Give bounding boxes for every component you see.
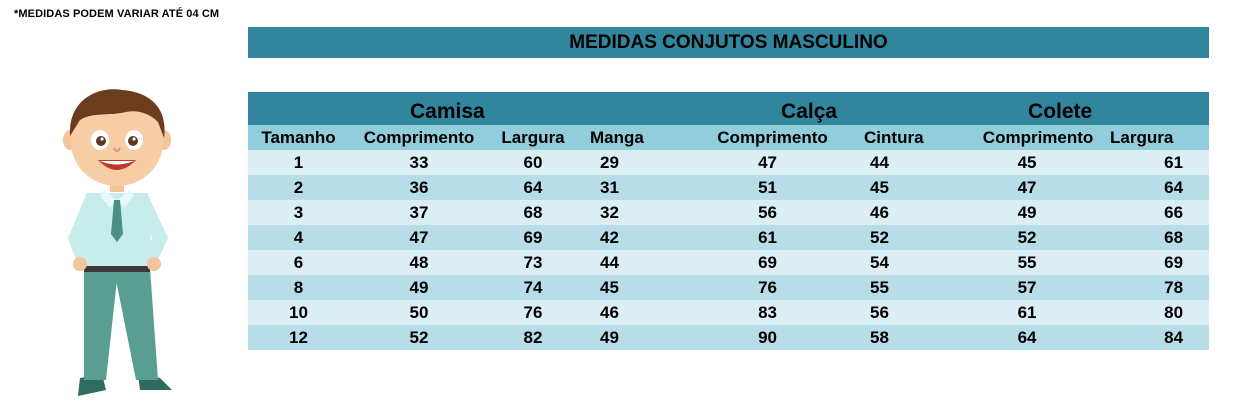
table-cell: 29 bbox=[577, 150, 695, 175]
table-cell: 90 bbox=[695, 325, 850, 350]
table-cell: 82 bbox=[489, 325, 577, 350]
boy-in-shirt-and-tie-icon bbox=[40, 78, 190, 403]
table-cell: 44 bbox=[850, 150, 962, 175]
table-cell: 61 bbox=[962, 300, 1102, 325]
table-cell: 46 bbox=[577, 300, 695, 325]
table-cell: 78 bbox=[1102, 275, 1209, 300]
table-cell: 52 bbox=[349, 325, 489, 350]
table-cell: 56 bbox=[695, 200, 850, 225]
table-cell: 46 bbox=[850, 200, 962, 225]
table-cell: 12 bbox=[248, 325, 349, 350]
table-cell: 32 bbox=[577, 200, 695, 225]
table-cell: 1 bbox=[248, 150, 349, 175]
table-cell: 69 bbox=[489, 225, 577, 250]
column-header: Manga bbox=[577, 125, 695, 150]
table-cell: 48 bbox=[349, 250, 489, 275]
table-cell: 66 bbox=[1102, 200, 1209, 225]
table-cell: 56 bbox=[850, 300, 962, 325]
table-cell: 68 bbox=[1102, 225, 1209, 250]
table-cell: 58 bbox=[850, 325, 962, 350]
table-cell: 45 bbox=[962, 150, 1102, 175]
table-cell: 31 bbox=[577, 175, 695, 200]
table-row bbox=[248, 225, 1209, 250]
column-header: Cintura bbox=[850, 125, 962, 150]
table-cell: 54 bbox=[850, 250, 962, 275]
table-cell: 10 bbox=[248, 300, 349, 325]
table-cell: 80 bbox=[1102, 300, 1209, 325]
table-cell: 83 bbox=[695, 300, 850, 325]
table-cell: 84 bbox=[1102, 325, 1209, 350]
group-colete: Colete bbox=[962, 92, 1209, 125]
table-cell: 60 bbox=[489, 150, 577, 175]
table-cell: 73 bbox=[489, 250, 577, 275]
table-cell: 55 bbox=[962, 250, 1102, 275]
column-header: Comprimento bbox=[349, 125, 489, 150]
table-body bbox=[248, 150, 1209, 350]
group-camisa: Camisa bbox=[248, 92, 695, 125]
column-header: Largura bbox=[489, 125, 577, 150]
table-cell: 42 bbox=[577, 225, 695, 250]
table-cell: 36 bbox=[349, 175, 489, 200]
table-cell: 55 bbox=[850, 275, 962, 300]
table-cell: 2 bbox=[248, 175, 349, 200]
table-row bbox=[248, 325, 1209, 350]
column-header: Comprimento bbox=[695, 125, 850, 150]
table-cell: 76 bbox=[695, 275, 850, 300]
table-cell: 50 bbox=[349, 300, 489, 325]
table-cell: 47 bbox=[349, 225, 489, 250]
table-cell: 49 bbox=[349, 275, 489, 300]
table-cell: 33 bbox=[349, 150, 489, 175]
table-cell: 61 bbox=[695, 225, 850, 250]
table-cell: 47 bbox=[962, 175, 1102, 200]
table-cell: 51 bbox=[695, 175, 850, 200]
table-cell: 69 bbox=[1102, 250, 1209, 275]
table-cell: 3 bbox=[248, 200, 349, 225]
page-title: MEDIDAS CONJUTOS MASCULINO bbox=[248, 27, 1209, 58]
table-cell: 52 bbox=[962, 225, 1102, 250]
column-header: Comprimento bbox=[962, 125, 1102, 150]
measurements-table-container bbox=[248, 92, 1209, 350]
measurements-table bbox=[248, 92, 1209, 350]
table-cell: 61 bbox=[1102, 150, 1209, 175]
table-cell: 57 bbox=[962, 275, 1102, 300]
table-cell: 47 bbox=[695, 150, 850, 175]
table-row bbox=[248, 175, 1209, 200]
table-cell: 74 bbox=[489, 275, 577, 300]
table-row bbox=[248, 250, 1209, 275]
table-cell: 6 bbox=[248, 250, 349, 275]
table-cell: 45 bbox=[850, 175, 962, 200]
table-cell: 76 bbox=[489, 300, 577, 325]
column-header: Tamanho bbox=[248, 125, 349, 150]
table-row bbox=[248, 275, 1209, 300]
table-cell: 68 bbox=[489, 200, 577, 225]
measurement-note: *MEDIDAS PODEM VARIAR ATÉ 04 CM bbox=[14, 8, 220, 20]
table-row bbox=[248, 200, 1209, 225]
group-calca: Calça bbox=[695, 92, 962, 125]
table-cell: 44 bbox=[577, 250, 695, 275]
table-cell: 49 bbox=[962, 200, 1102, 225]
table-cell: 52 bbox=[850, 225, 962, 250]
column-header: Largura bbox=[1102, 125, 1209, 150]
table-cell: 45 bbox=[577, 275, 695, 300]
group-header-row bbox=[248, 92, 1209, 125]
column-header-row bbox=[248, 125, 1209, 150]
table-cell: 49 bbox=[577, 325, 695, 350]
table-cell: 69 bbox=[695, 250, 850, 275]
table-cell: 64 bbox=[962, 325, 1102, 350]
table-row bbox=[248, 300, 1209, 325]
table-cell: 4 bbox=[248, 225, 349, 250]
table-cell: 64 bbox=[1102, 175, 1209, 200]
table-cell: 8 bbox=[248, 275, 349, 300]
table-cell: 37 bbox=[349, 200, 489, 225]
table-cell: 64 bbox=[489, 175, 577, 200]
table-row bbox=[248, 150, 1209, 175]
